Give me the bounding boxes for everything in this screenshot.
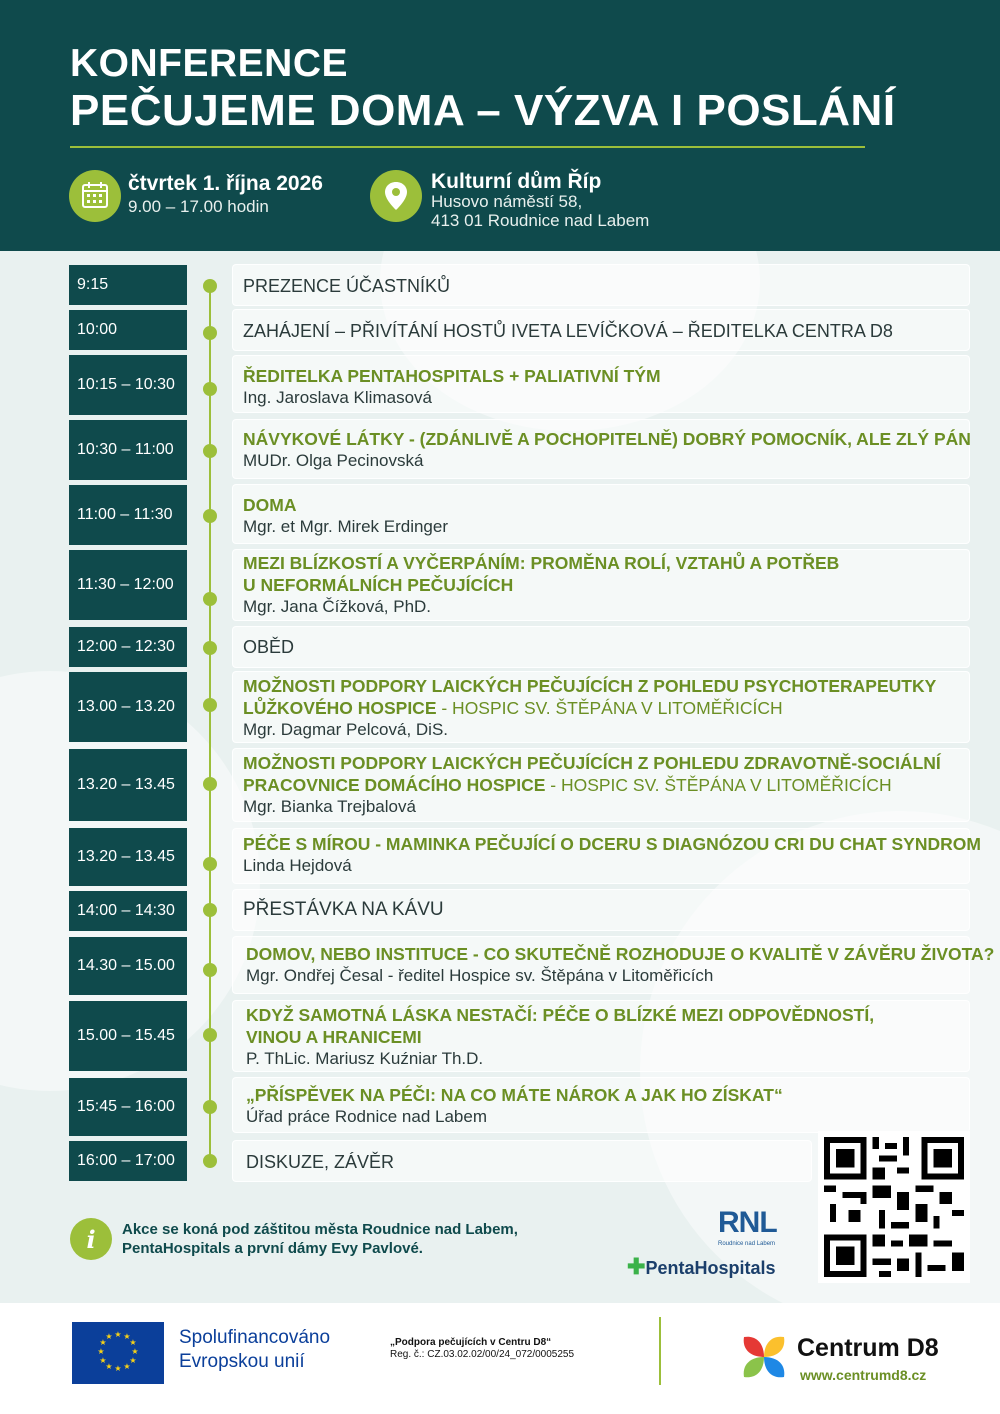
time-slot: 11:00 – 11:30 — [69, 485, 187, 545]
schedule-item — [232, 419, 970, 479]
schedule-item — [232, 936, 995, 994]
info-icon: i — [70, 1218, 112, 1260]
item-title-cont: VINOU A HRANICEMI — [246, 1027, 422, 1047]
timeline-dot — [203, 963, 217, 977]
schedule-item — [232, 1000, 970, 1072]
eu-cofunding-text: Spolufinancováno Evropskou unií — [179, 1327, 331, 1372]
item-speaker: Ing. Jaroslava Klimasová — [243, 388, 432, 407]
item-title: ZAHÁJENÍ – PŘIVÍTÁNÍ HOSTŮ IVETA LEVÍČKOVÁ – ŘEDITELKA CENTRA D8 — [243, 321, 893, 341]
svg-text:★: ★ — [129, 1356, 137, 1365]
svg-text:★: ★ — [97, 1347, 105, 1356]
item-title: PREZENCE ÚČASTNÍKŮ — [243, 276, 451, 296]
time-slot: 14.30 – 15.00 — [69, 937, 187, 995]
time-slot: 13.20 – 13.45 — [69, 749, 187, 821]
item-title-cont-bold: PRACOVNICE DOMÁCÍHO HOSPICE — [243, 775, 546, 795]
item-title: DOMA — [243, 495, 297, 515]
centrum-d8-website[interactable]: www.centrumd8.cz — [800, 1367, 927, 1383]
timeline-dot — [203, 1100, 217, 1114]
item-title: MOŽNOSTI PODPORY LAICKÝCH PEČUJÍCÍCH Z POHLEDU PSYCHOTERAPEUTKY — [243, 676, 937, 696]
calendar-icon — [69, 170, 121, 222]
time-slot: 13.20 – 13.45 — [69, 828, 187, 886]
item-title: ŘEDITELKA PENTAHOSPITALS + PALIATIVNÍ TÝM — [243, 366, 661, 386]
patronage-line-1: Akce se koná pod záštitou města Roudnice nad Labem, — [122, 1221, 518, 1238]
roudnice-logo: RNL — [718, 1206, 777, 1239]
item-title: NÁVYKOVÉ LÁTKY - (ZDÁNLIVĚ A POCHOPITELNĚ) DOBRÝ POMOCNÍK, ALE ZLÝ PÁN — [243, 429, 971, 449]
time-slot: 13.00 – 13.20 — [69, 672, 187, 742]
venue-address-1: Husovo náměstí 58, — [431, 192, 583, 211]
item-speaker: Linda Hejdová — [243, 856, 352, 875]
item-title: KDYŽ SAMOTNÁ LÁSKA NESTAČÍ: PÉČE O BLÍZKÉ MEZI ODPOVĚDNOSTÍ, — [246, 1005, 875, 1025]
event-hours: 9.00 – 17.00 hodin — [128, 197, 269, 216]
time-slot: 11:30 – 12:00 — [69, 550, 187, 620]
timeline-dot — [203, 777, 217, 791]
title-line-1: KONFERENCE — [70, 42, 349, 85]
item-title: PÉČE S MÍROU - MAMINKA PEČUJÍCÍ O DCERU S DIAGNÓZOU CRI DU CHAT SYNDROM — [243, 834, 981, 854]
schedule-item — [232, 626, 970, 668]
svg-text:★: ★ — [105, 1362, 113, 1371]
item-affiliation: - HOSPIC SV. ŠTĚPÁNA V LITOMĚŘICÍCH — [436, 698, 783, 718]
schedule-item — [232, 1140, 812, 1182]
timeline-dot — [203, 592, 217, 606]
item-title: OBĚD — [243, 637, 295, 657]
item-title: DOMOV, NEBO INSTITUCE - CO SKUTEČNĚ ROZHODUJE O KVALITĚ V ZÁVĚRU ŽIVOTA? — [246, 944, 995, 964]
qr-code[interactable] — [818, 1131, 970, 1283]
title-underline — [70, 146, 865, 148]
item-speaker: Mgr. Dagmar Pelcová, DiS. — [243, 720, 449, 739]
item-title: MEZI BLÍZKOSTÍ A VYČERPÁNÍM: PROMĚNA ROLÍ, VZTAHŮ A POTŘEB — [243, 553, 840, 573]
svg-text:★: ★ — [105, 1332, 113, 1341]
timeline-dot — [203, 1028, 217, 1042]
schedule-item — [232, 889, 970, 931]
time-slot: 12:00 – 12:30 — [69, 627, 187, 667]
title-line-2: PEČUJEME DOMA – VÝZVA I POSLÁNÍ — [70, 86, 896, 135]
svg-text:★: ★ — [114, 1364, 122, 1373]
schedule-item — [232, 549, 970, 621]
item-affiliation: - HOSPIC SV. ŠTĚPÁNA V LITOMĚŘICÍCH — [545, 775, 892, 795]
time-slot: 10:30 – 11:00 — [69, 420, 187, 480]
time-slot: 16:00 – 17:00 — [69, 1141, 187, 1181]
item-title-cont: U NEFORMÁLNÍCH PEČUJÍCÍCH — [243, 575, 514, 595]
timeline-dot — [203, 857, 217, 871]
timeline-dot — [203, 279, 217, 293]
patronage-note — [122, 1220, 518, 1258]
timeline-dot — [203, 326, 217, 340]
svg-text:★: ★ — [114, 1330, 122, 1339]
timeline-dot — [203, 382, 217, 396]
schedule-item — [232, 264, 970, 306]
centrum-d8-logo-icon — [740, 1333, 788, 1381]
plus-icon: ✚ — [627, 1254, 646, 1279]
item-speaker: Mgr. Ondřej Česal - ředitel Hospice sv. Štěpána v Litoměřicích — [246, 966, 714, 985]
footer-divider — [659, 1317, 661, 1385]
eu-flag-icon — [72, 1322, 164, 1384]
item-title-cont — [243, 697, 959, 719]
svg-text:★: ★ — [123, 1362, 131, 1371]
time-slot: 10:00 — [69, 310, 187, 350]
time-slot: 15:45 – 16:00 — [69, 1078, 187, 1136]
schedule-item — [232, 671, 970, 743]
item-speaker: MUDr. Olga Pecinovská — [243, 451, 424, 470]
item-title: „PŘÍSPĚVEK NA PÉČI: NA CO MÁTE NÁROK A JAK HO ZÍSKAT“ — [246, 1085, 783, 1105]
item-speaker: Úřad práce Rodnice nad Labem — [246, 1107, 487, 1126]
centrum-d8-name: Centrum D8 — [797, 1334, 939, 1362]
item-speaker: Mgr. et Mgr. Mirek Erdinger — [243, 517, 449, 536]
timeline-dot — [203, 1154, 217, 1168]
item-speaker: Mgr. Bianka Trejbalová — [243, 797, 416, 816]
venue-address-2: 413 01 Roudnice nad Labem — [431, 211, 650, 230]
time-slot: 15.00 – 15.45 — [69, 1001, 187, 1071]
item-title: PŘESTÁVKA NA KÁVU — [243, 899, 444, 920]
location-pin-icon — [370, 170, 422, 222]
schedule-item — [232, 309, 970, 351]
event-date: čtvrtek 1. října 2026 — [128, 172, 323, 195]
timeline-dot — [203, 641, 217, 655]
schedule-item — [232, 484, 970, 544]
item-title: MOŽNOSTI PODPORY LAICKÝCH PEČUJÍCÍCH Z POHLEDU ZDRAVOTNĚ-SOCIÁLNÍ — [243, 753, 941, 773]
schedule-item — [232, 355, 970, 413]
time-slot: 10:15 – 10:30 — [69, 355, 187, 415]
roudnice-logo-sub: Roudnice nad Labem — [718, 1241, 776, 1247]
item-title-cont-bold: LŮŽKOVÉHO HOSPICE — [243, 698, 437, 718]
schedule-item — [232, 748, 970, 822]
header-banner — [0, 0, 1000, 251]
project-name: „Podpora pečujících v Centru D8“ — [390, 1337, 552, 1348]
timeline-dot — [203, 903, 217, 917]
svg-text:★: ★ — [129, 1338, 137, 1347]
item-title: DISKUZE, ZÁVĚR — [246, 1152, 395, 1172]
svg-text:★: ★ — [99, 1356, 107, 1365]
item-speaker: Mgr. Jana Čížková, PhD. — [243, 597, 432, 616]
item-title-cont — [243, 774, 959, 796]
venue-name: Kulturní dům Říp — [431, 170, 602, 193]
timeline-dot — [203, 444, 217, 458]
svg-text:★: ★ — [123, 1332, 131, 1341]
time-slot: 14:00 – 14:30 — [69, 891, 187, 931]
schedule-item — [232, 828, 981, 884]
patronage-line-2: PentaHospitals a první dámy Evy Pavlové. — [122, 1240, 423, 1257]
svg-text:★: ★ — [99, 1338, 107, 1347]
timeline-dot — [203, 509, 217, 523]
timeline-dot — [203, 698, 217, 712]
time-slot: 9:15 — [69, 265, 187, 305]
project-reg: Reg. č.: CZ.03.02.02/00/24_072/0005255 — [390, 1349, 575, 1360]
project-info — [390, 1337, 574, 1361]
svg-text:★: ★ — [131, 1347, 139, 1356]
pentahospitals-logo: ✚PentaHospitals — [627, 1254, 776, 1279]
item-speaker: P. ThLic. Mariusz Kuźniar Th.D. — [246, 1049, 484, 1068]
schedule-item — [232, 1077, 970, 1133]
